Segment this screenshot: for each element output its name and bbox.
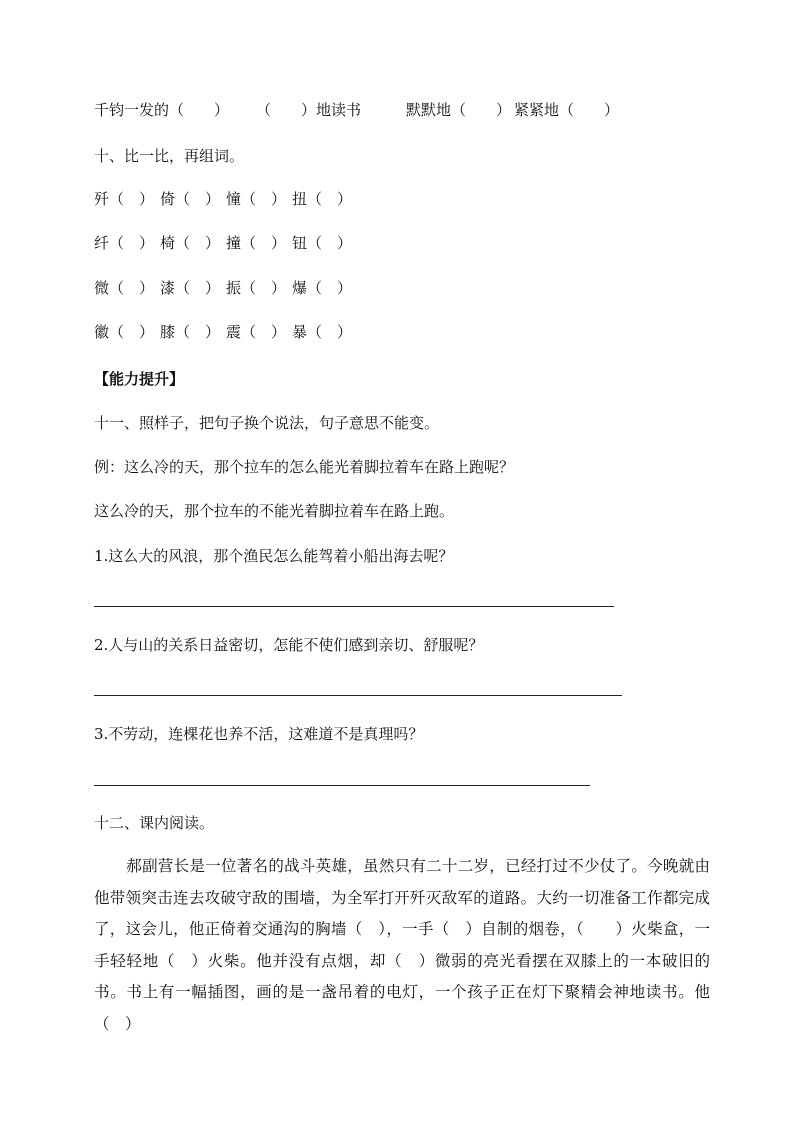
question-11-title: 十一、照样子，把句子换个说法，句子意思不能变。 — [94, 414, 440, 432]
compare-row — [94, 278, 358, 298]
question-12-title: 十二、课内阅读。 — [94, 814, 215, 832]
blank-item-a: 千钧一发的（ ） — [94, 101, 230, 119]
compare-cell: 撞（ ） — [226, 234, 287, 252]
compare-cell: 歼（ ） — [94, 190, 155, 208]
answer-line[interactable] — [94, 606, 614, 607]
question-10-title: 十、比一比，再组词。 — [94, 147, 245, 165]
blank-item-c: 默默地（ ） — [406, 101, 512, 119]
rewrite-item-3: 3.不劳动，连棵花也养不活，这难道不是真理吗？ — [94, 725, 424, 743]
compare-cell: 膝（ ） — [160, 323, 221, 341]
section-heading: 【能力提升】 — [94, 370, 185, 388]
compare-cell: 暴（ ） — [292, 323, 353, 341]
compare-cell: 振（ ） — [226, 279, 287, 297]
example-answer: 这么冷的天，那个拉车的不能光着脚拉着车在路上跑。 — [94, 502, 455, 520]
compare-cell: 扭（ ） — [292, 190, 353, 208]
compare-cell: 徽（ ） — [94, 323, 155, 341]
blank-item-d: 紧紧地（ ） — [514, 101, 620, 119]
compare-cell: 钮（ ） — [292, 234, 353, 252]
compare-cell: 倚（ ） — [160, 190, 221, 208]
compare-row — [94, 233, 358, 253]
reading-passage — [94, 851, 710, 1040]
compare-cell: 纤（ ） — [94, 234, 155, 252]
compare-cell: 椅（ ） — [160, 234, 221, 252]
compare-cell: 憧（ ） — [226, 190, 287, 208]
compare-cell: 漆（ ） — [160, 279, 221, 297]
passage-text: 郝副营长是一位著名的战斗英雄，虽然只有二十二岁，已经打过不少仗了。今晚就由他带领突击连去攻破守敌的围墙，为全军打开歼灭敌军的道路。大约一切准备工作都完成了，这会儿，他正倚着交通沟的胸墙（ ），一手（ ）自制的烟卷，（ ）火柴盒，一手轻轻地（ ）火柴。他并没有点烟，却（ ）微弱的亮光看摆在双膝上的一本破旧的书。书上有一幅插图，画的是一盏吊着的电灯，一个孩子正在灯下聚精会神地读书。他（ ） — [94, 857, 710, 1033]
blank-item-b: （ ）地读书 — [256, 101, 362, 119]
answer-line[interactable] — [94, 695, 622, 696]
answer-line[interactable] — [94, 785, 590, 786]
compare-cell: 微（ ） — [94, 279, 155, 297]
compare-cell: 爆（ ） — [292, 279, 353, 297]
compare-cell: 震（ ） — [226, 323, 287, 341]
rewrite-item-2: 2.人与山的关系日益密切，怎能不使们感到亲切、舒服呢？ — [94, 636, 484, 654]
example-sentence: 例：这么冷的天，那个拉车的怎么能光着脚拉着车在路上跑呢？ — [94, 458, 515, 476]
compare-row — [94, 189, 358, 209]
rewrite-item-1: 1.这么大的风浪，那个渔民怎么能驾着小船出海去呢？ — [94, 547, 454, 565]
compare-row — [94, 322, 358, 342]
